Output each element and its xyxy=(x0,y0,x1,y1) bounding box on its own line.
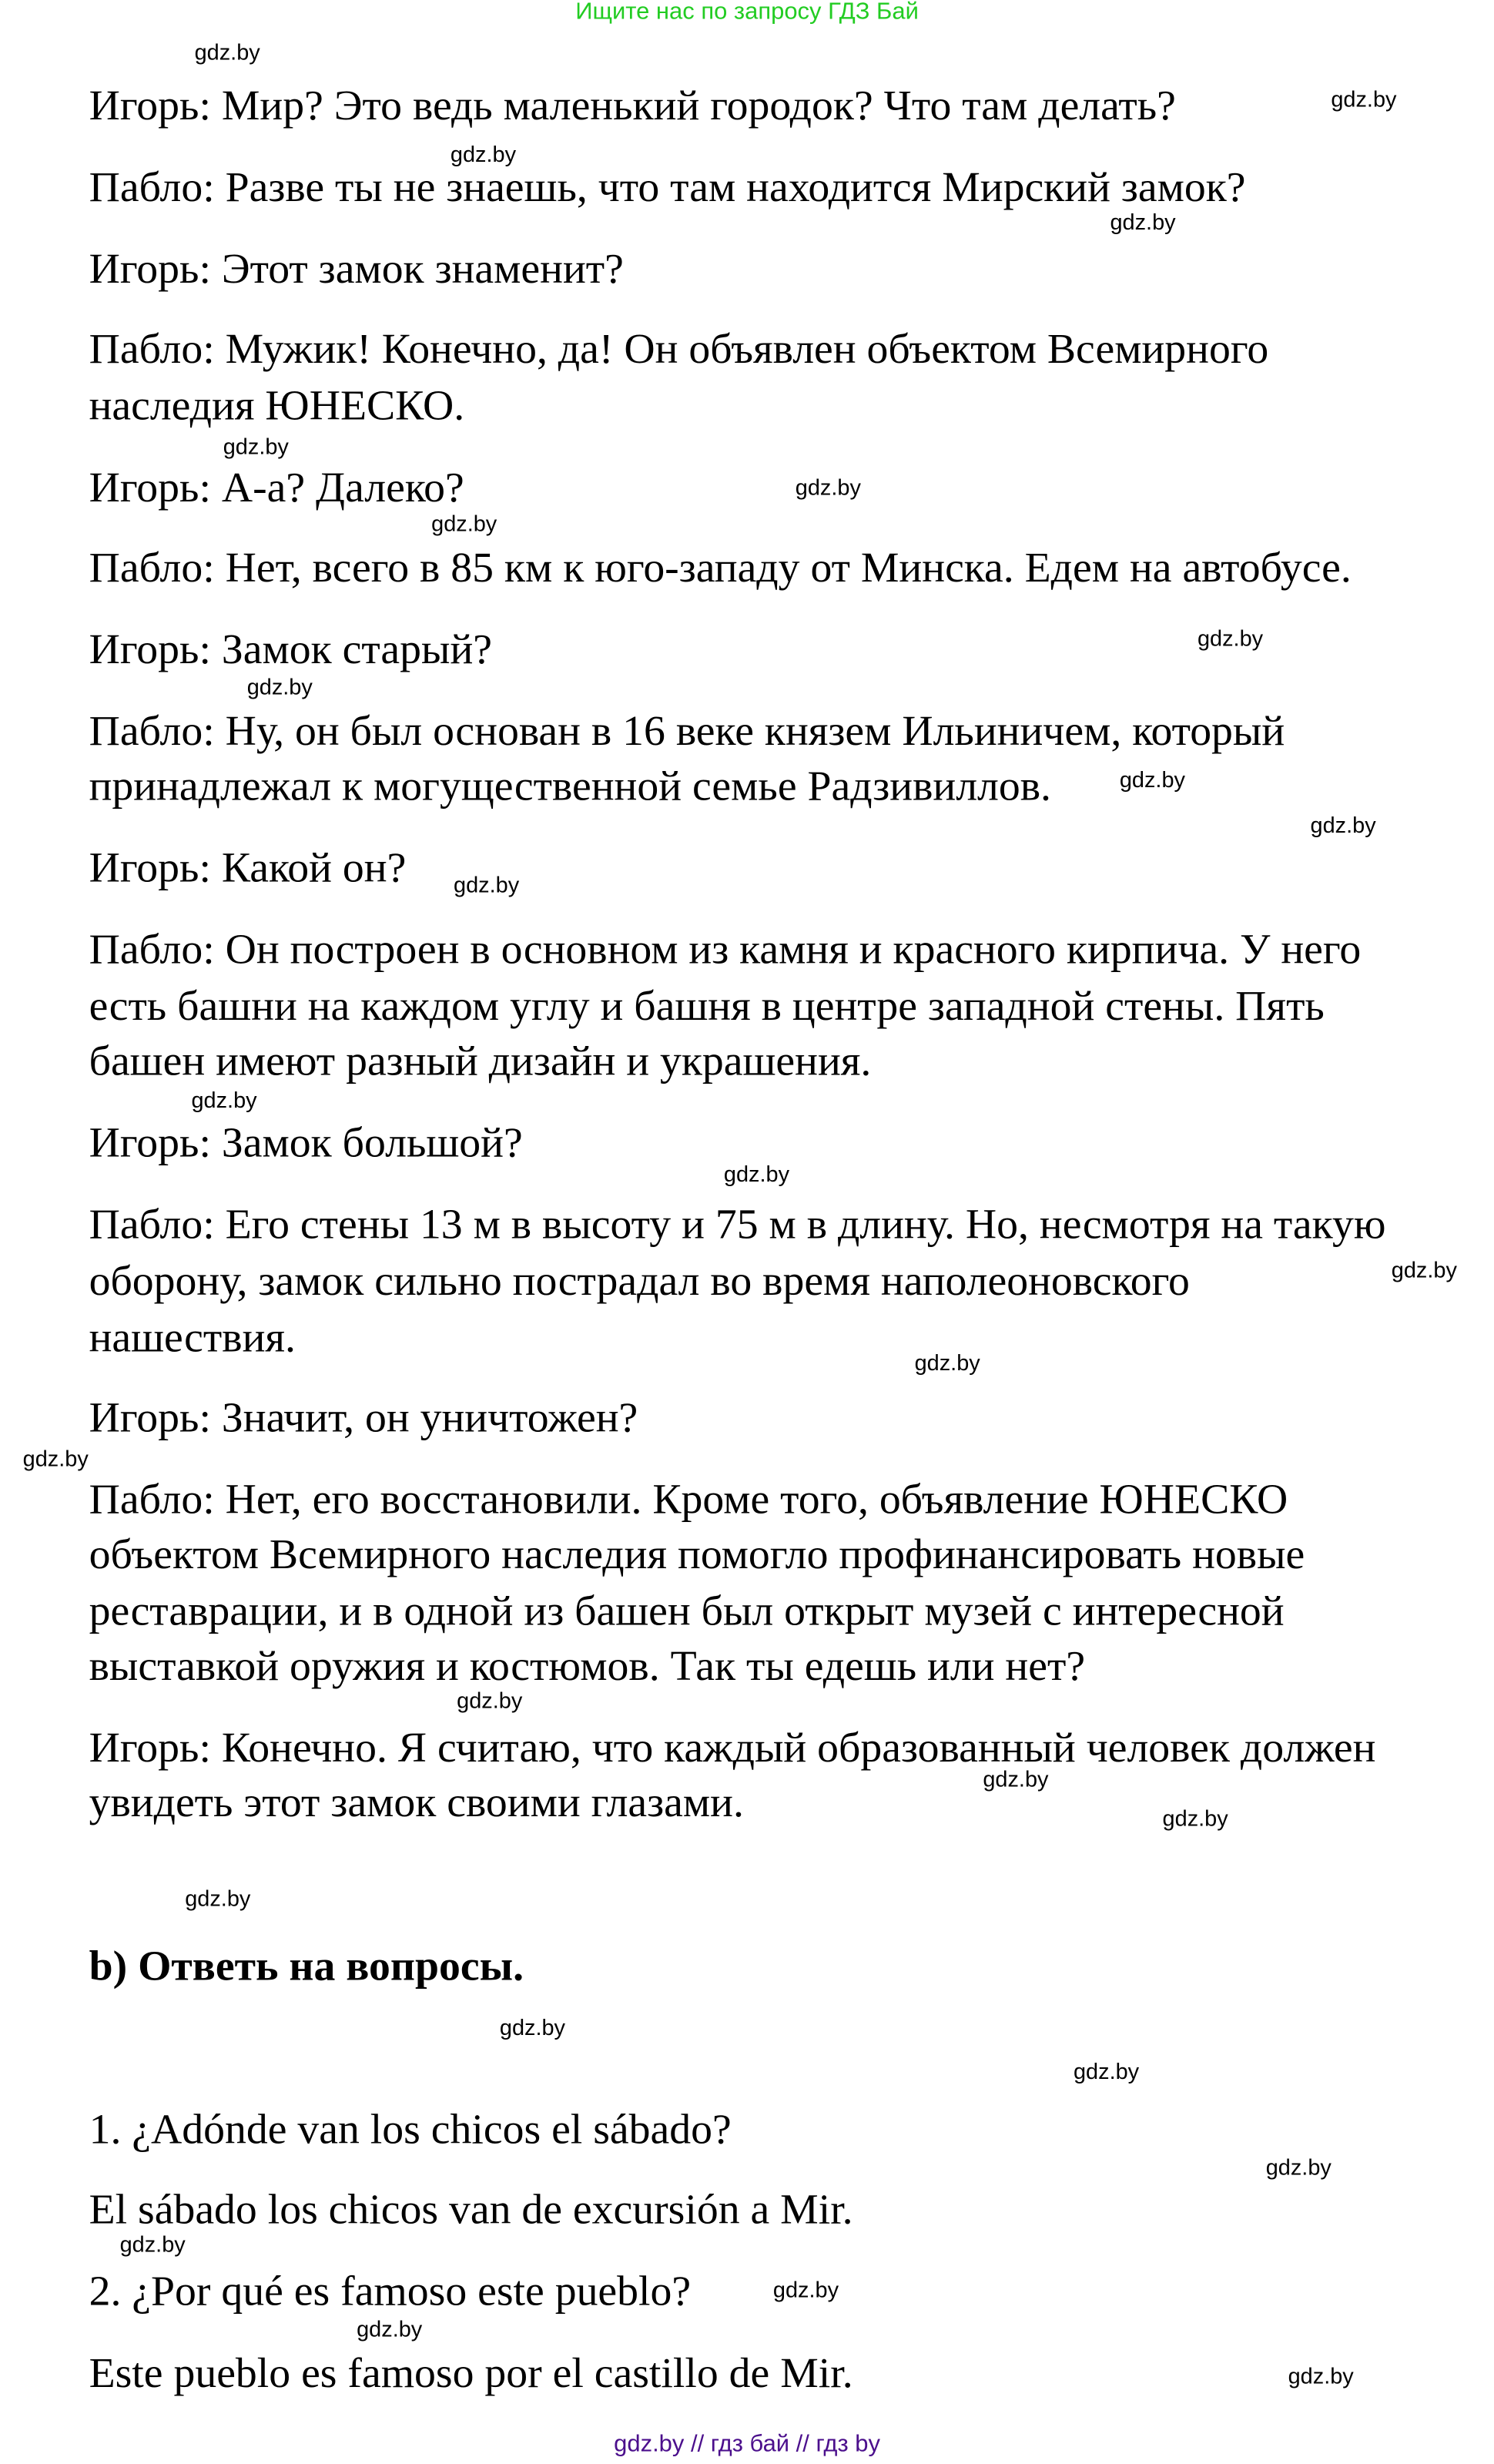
watermark: gdz.by xyxy=(1310,812,1376,838)
watermark: gdz.by xyxy=(119,2231,186,2257)
dialogue-line: Пабло: Мужик! Конечно, да! Он объявлен объектом Всемирного xyxy=(89,325,1269,373)
dialogue-line: оборону, замок сильно пострадал во время наполеоновского xyxy=(89,1257,1190,1305)
watermark: gdz.by xyxy=(1391,1257,1457,1282)
watermark: gdz.by xyxy=(1073,2058,1140,2084)
watermark: gdz.by xyxy=(1197,625,1264,651)
dialogue-line: Пабло: Разве ты не знаешь, что там находится Мирский замок? xyxy=(89,163,1246,211)
watermark: gdz.by xyxy=(723,1161,790,1187)
dialogue-line: Игорь: Замок старый? xyxy=(89,625,493,673)
question: 1. ¿Adónde van los chicos el sábado? xyxy=(89,2105,732,2153)
watermark: gdz.by xyxy=(499,2014,566,2040)
watermark: gdz.by xyxy=(194,39,260,65)
watermark: gdz.by xyxy=(1162,1805,1228,1831)
dialogue-line: есть башни на каждом углу и башня в центре западной стены. Пять xyxy=(89,982,1325,1030)
watermark: gdz.by xyxy=(450,141,517,167)
watermark: gdz.by xyxy=(795,474,861,500)
answer: El sábado los chicos van de excursión a Mir. xyxy=(89,2185,853,2233)
watermark: gdz.by xyxy=(185,1886,251,1911)
dialogue-line: наследия ЮНЕСКО. xyxy=(89,381,465,429)
dialogue-line: Пабло: Нет, его восстановили. Кроме того, объявление ЮНЕСКО xyxy=(89,1475,1288,1523)
dialogue-line: Пабло: Нет, всего в 85 км к юго-западу от Минска. Едем на автобусе. xyxy=(89,543,1352,592)
watermark: gdz.by xyxy=(1265,2154,1332,2180)
watermark: gdz.by xyxy=(246,674,313,699)
dialogue-line: увидеть этот замок своими глазами. xyxy=(89,1778,744,1826)
dialogue-line: Игорь: Этот замок знаменит? xyxy=(89,245,624,293)
dialogue-line: Игорь: Замок большой? xyxy=(89,1118,523,1166)
answer: Este pueblo es famoso por el castillo de Mir. xyxy=(89,2348,853,2396)
watermark: gdz.by xyxy=(1110,209,1176,234)
dialogue-line: принадлежал к могущественной семье Радзивиллов. xyxy=(89,762,1051,810)
watermark: gdz.by xyxy=(772,2276,839,2302)
header-banner: Ищите нас по запросу ГДЗ Бай xyxy=(575,0,919,25)
dialogue-line: Пабло: Он построен в основном из камня и красного кирпича. У него xyxy=(89,925,1362,973)
footer-banner: gdz.by // гдз бай // гдз by xyxy=(614,2430,880,2458)
watermark: gdz.by xyxy=(22,1445,89,1471)
dialogue-line: объектом Всемирного наследия помогло профинансировать новые xyxy=(89,1530,1305,1578)
dialogue-line: Пабло: Его стены 13 м в высоту и 75 м в длину. Но, несмотря на такую xyxy=(89,1200,1386,1248)
dialogue-line: нашествия. xyxy=(89,1313,296,1361)
watermark: gdz.by xyxy=(191,1087,257,1113)
dialogue-line: выставкой оружия и костюмов. Так ты едешь или нет? xyxy=(89,1641,1086,1689)
watermark: gdz.by xyxy=(457,1687,523,1713)
watermark: gdz.by xyxy=(1119,766,1185,793)
dialogue-line: башен имеют разный дизайн и украшения. xyxy=(89,1037,872,1084)
watermark: gdz.by xyxy=(1331,86,1397,112)
dialogue-line: Игорь: Конечно. Я считаю, что каждый образованный человек должен xyxy=(89,1723,1376,1772)
watermark: gdz.by xyxy=(454,872,520,897)
dialogue-line: Игорь: Значит, он уничтожен? xyxy=(89,1393,638,1441)
dialogue-line: Игорь: А-а? Далеко? xyxy=(89,463,464,511)
dialogue-line: Игорь: Мир? Это ведь маленький городок? Что там делать? xyxy=(89,82,1176,129)
watermark: gdz.by xyxy=(357,2315,423,2342)
question: 2. ¿Por qué es famoso este pueblo? xyxy=(89,2267,692,2315)
section-title: b) Ответь на вопросы. xyxy=(89,1942,524,1990)
watermark: gdz.by xyxy=(223,434,289,459)
dialogue-line: Пабло: Ну, он был основан в 16 веке князем Ильиничем, который xyxy=(89,707,1285,755)
watermark: gdz.by xyxy=(914,1349,980,1375)
watermark: gdz.by xyxy=(1288,2363,1354,2389)
watermark: gdz.by xyxy=(983,1765,1049,1792)
watermark: gdz.by xyxy=(431,511,497,536)
dialogue-line: реставрации, и в одной из башен был открыт музей с интересной xyxy=(89,1587,1285,1634)
dialogue-line: Игорь: Какой он? xyxy=(89,843,407,891)
